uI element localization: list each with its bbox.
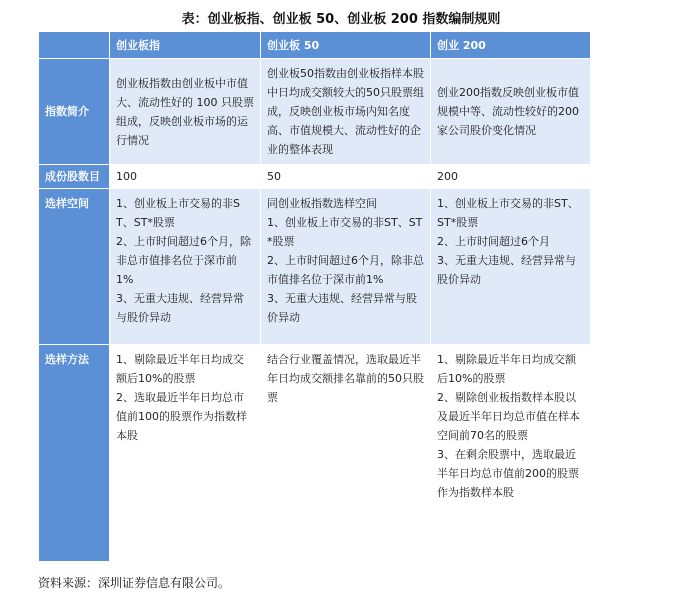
source-note: 资料来源：深圳证券信息有限公司。: [38, 576, 231, 590]
table-cell: [261, 189, 431, 345]
cell-line: 1、创业板上市交易的非ST、ST*股票: [116, 197, 240, 229]
table-row: [39, 59, 591, 165]
table-cell: [110, 345, 261, 562]
header-chinext-200: 创业 200: [431, 32, 591, 59]
row-label: 选样方法: [39, 345, 110, 562]
table-cell: 50: [261, 165, 431, 189]
cell-line: 2、上市时间超过6个月，除非总市值排名位于深市前1%: [116, 235, 251, 286]
cell-line: 1、创业板上市交易的非ST、ST*股票: [267, 216, 423, 248]
cell-line: 3、无重大违规、经营异常与股价异动: [267, 292, 417, 324]
cell-line: 3、无重大违规、经营异常与股价异动: [116, 292, 244, 324]
cell-line: 2、上市时间超过6个月: [437, 235, 550, 248]
table-row: [39, 189, 591, 345]
row-label: 指数简介: [39, 59, 110, 165]
header-chinext-50: 创业板 50: [261, 32, 431, 59]
table-cell: 创业板50指数由创业板指样本股中日均成交额较大的50只股票组成，反映创业板市场内知名度高、市值规模大、流动性好的企业的整体表现: [261, 59, 431, 165]
table-cell: [431, 345, 591, 562]
cell-line: 3、在剩余股票中，选取最近半年日均总市值前200的股票作为指数样本股: [437, 448, 579, 499]
cell-line: 2、选取最近半年日均总市值前100的股票作为指数样本股: [116, 391, 247, 442]
cell-line: 1、创业板上市交易的非ST、ST*股票: [437, 197, 579, 229]
header-blank: [39, 32, 110, 59]
cell-line: 2、上市时间超过6个月，除非总市值排名位于深市前1%: [267, 254, 424, 286]
table-row: [39, 345, 591, 562]
cell-line: 结合行业覆盖情况，选取最近半年日均成交额排名靠前的50只股票: [267, 353, 424, 404]
cell-line: 1、剔除最近半年日均成交额后10%的股票: [116, 353, 244, 385]
table-cell: [110, 189, 261, 345]
header-chinext-index: 创业板指: [110, 32, 261, 59]
table-cell: 100: [110, 165, 261, 189]
table-row: [39, 165, 591, 189]
table-header-row: [39, 32, 591, 59]
table-cell: [431, 189, 591, 345]
row-label: 成份股数目: [39, 165, 110, 189]
index-rules-table: [38, 31, 591, 562]
table-cell: 创业板指数由创业板中市值大、流动性好的 100 只股票组成，反映创业板市场的运行情况: [110, 59, 261, 165]
cell-line: 3、无重大违规、经营异常与股价异动: [437, 254, 576, 286]
table-cell: 创业200指数反映创业板市值规模中等、流动性较好的200家公司股价变化情况: [431, 59, 591, 165]
table-cell: 200: [431, 165, 591, 189]
table-title: 表：创业板指、创业板 50、创业板 200 指数编制规则: [181, 12, 501, 27]
table-cell: [261, 345, 431, 562]
cell-line: 1、剔除最近半年日均成交额后10%的股票: [437, 353, 576, 385]
row-label: 选样空间: [39, 189, 110, 345]
cell-line: 2、剔除创业板指数样本股以及最近半年日均总市值在样本空间前70名的股票: [437, 391, 580, 442]
cell-line: 同创业板指数选样空间: [267, 197, 377, 210]
